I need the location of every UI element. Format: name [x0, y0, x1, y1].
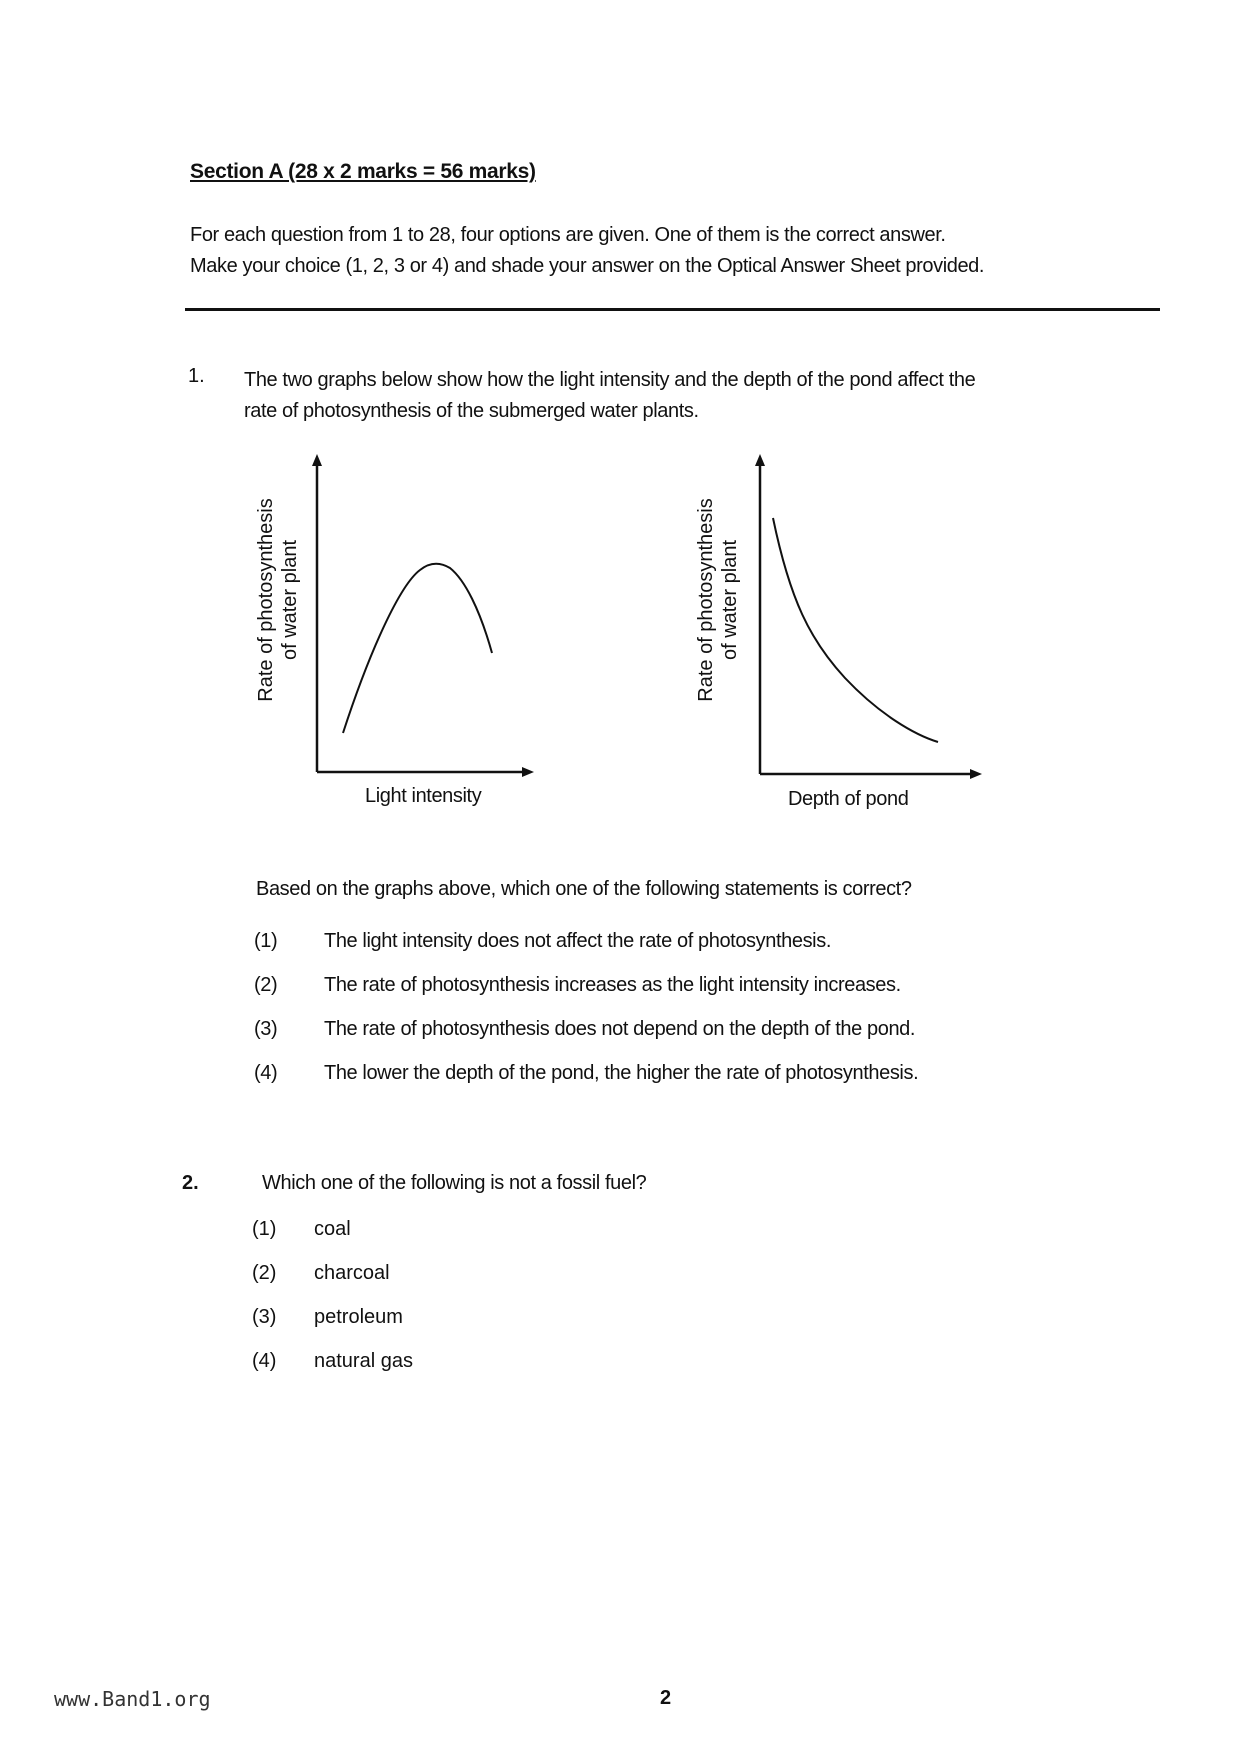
question-text-line: rate of photosynthesis of the submerged water plants.	[244, 400, 699, 422]
answer-option[interactable]	[252, 1218, 351, 1241]
section-title: Section A (28 x 2 marks = 56 marks)	[190, 160, 536, 183]
line-plot	[240, 450, 540, 790]
x-axis-label: Depth of pond	[788, 788, 909, 810]
instruction-line: For each question from 1 to 28, four options are given. One of them is the correct answer.	[190, 224, 946, 246]
answer-option[interactable]	[252, 1262, 390, 1285]
y-axis-label: Rate of photosynthesis of water plant	[255, 498, 301, 702]
answer-option[interactable]	[252, 1350, 413, 1373]
section-instructions	[190, 220, 1160, 282]
instruction-line: Make your choice (1, 2, 3 or 4) and shade your answer on the Optical Answer Sheet provided.	[190, 255, 985, 277]
option-number: (4)	[254, 1062, 278, 1084]
option-text: petroleum	[314, 1306, 403, 1328]
question-1-number: 1.	[188, 365, 205, 387]
option-text: The lower the depth of the pond, the higher the rate of photosynthesis.	[324, 1062, 919, 1084]
answer-option[interactable]	[254, 974, 901, 997]
question-2-number: 2.	[182, 1172, 199, 1194]
option-number: (3)	[254, 1018, 278, 1040]
graph-depth-of-pond	[680, 450, 1000, 820]
graph-light-intensity	[240, 450, 540, 820]
option-text: The rate of photosynthesis increases as the light intensity increases.	[324, 974, 901, 996]
option-text: natural gas	[314, 1350, 413, 1372]
answer-option[interactable]	[254, 1018, 915, 1041]
option-text: coal	[314, 1218, 351, 1240]
page-number: 2	[660, 1687, 672, 1709]
question-2-text: Which one of the following is not a fossil fuel?	[262, 1172, 647, 1194]
option-text: The light intensity does not affect the rate of photosynthesis.	[324, 930, 831, 952]
option-text: The rate of photosynthesis does not depend on the depth of the pond.	[324, 1018, 916, 1040]
option-number: (2)	[252, 1262, 277, 1284]
question-1-prompt: Based on the graphs above, which one of the following statements is correct?	[256, 878, 912, 900]
option-number: (1)	[252, 1218, 277, 1240]
option-number: (2)	[254, 974, 278, 996]
option-number: (1)	[254, 930, 278, 952]
y-axis-label: Rate of photosynthesis of water plant	[695, 498, 741, 702]
answer-option[interactable]	[252, 1306, 403, 1329]
x-axis-label: Light intensity	[365, 785, 482, 807]
answer-option[interactable]	[254, 1062, 918, 1085]
option-number: (3)	[252, 1306, 277, 1328]
section-divider	[185, 308, 1160, 311]
question-1-text	[244, 365, 1164, 427]
answer-option[interactable]	[254, 930, 831, 953]
option-text: charcoal	[314, 1262, 390, 1284]
footer-url: www.Band1.org	[54, 1687, 211, 1711]
question-text-line: The two graphs below show how the light intensity and the depth of the pond affect the	[244, 369, 976, 391]
option-number: (4)	[252, 1350, 277, 1372]
line-plot	[680, 450, 1000, 790]
